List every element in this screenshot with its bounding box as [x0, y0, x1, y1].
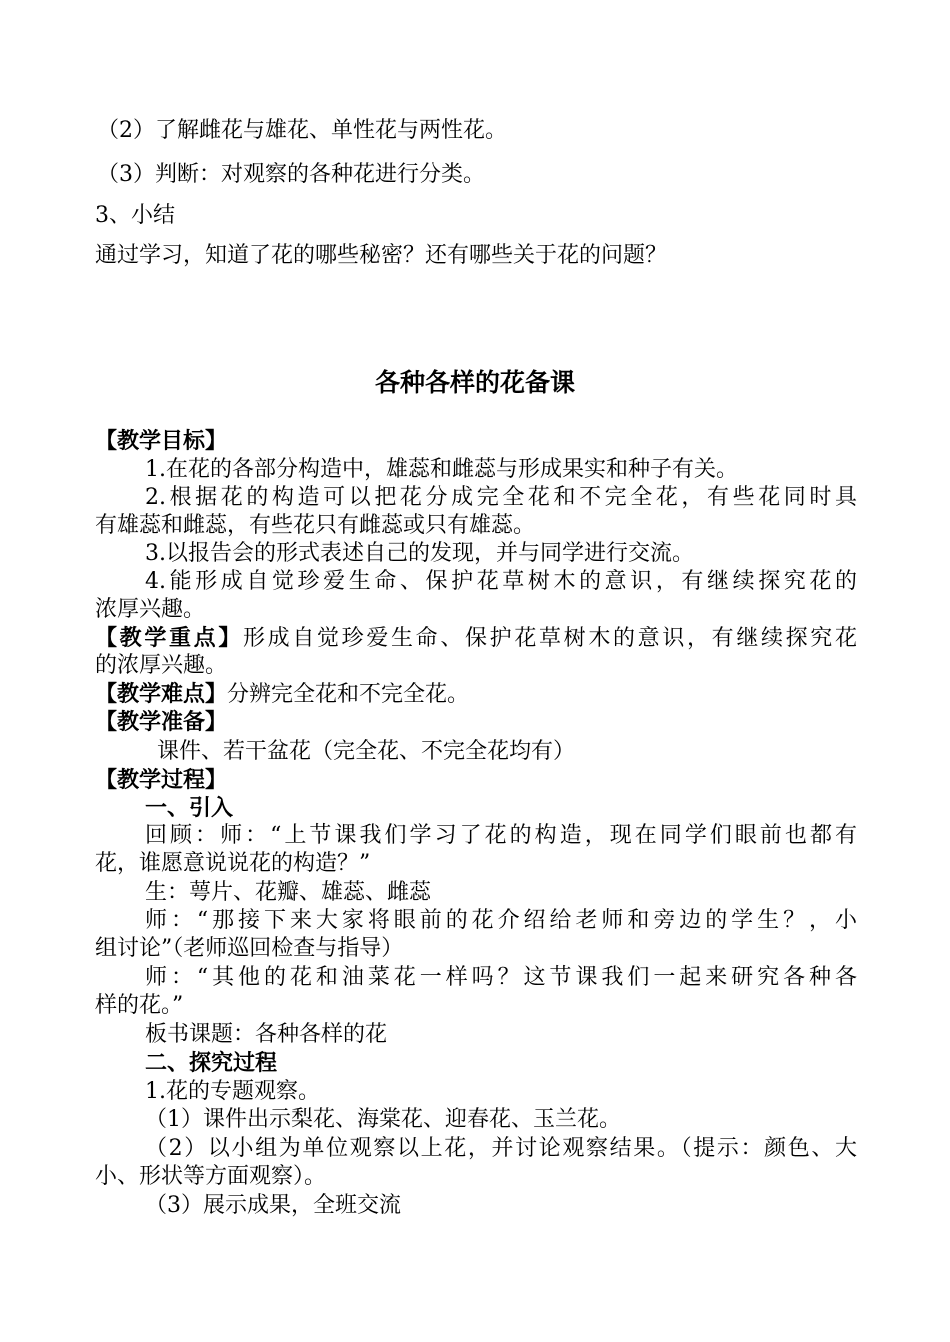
process-paragraph: 小、形状等方面观察）。 [95, 1164, 327, 1189]
process-paragraph: 生：萼片、花瓣、雄蕊、雌蕊 [145, 880, 432, 905]
objective-1: 1.在花的各部分构造中，雄蕊和雌蕊与形成果实和种子有关。 [145, 457, 738, 482]
objective-4-line-1: 4.能形成自觉珍爱生命、保护花草树木的意识，有继续探究花的 [145, 569, 857, 594]
subsection-inquiry: 二、探究过程 [145, 1050, 278, 1076]
process-paragraph: 样的花。” [95, 993, 184, 1018]
text-line: （2）了解雌花与雄花、单性花与两性花。 [97, 118, 507, 143]
process-paragraph: （3）展示成果，全班交流 [145, 1193, 401, 1218]
process-paragraph: 1.花的专题观察。 [145, 1079, 320, 1104]
preparation-text: 课件、若干盆花（完全花、不完全花均有） [157, 739, 576, 764]
objective-2-line-1: 2.根据花的构造可以把花分成完全花和不完全花，有些花同时具 [145, 485, 857, 510]
objective-4-line-2: 浓厚兴趣。 [95, 597, 206, 622]
focus-line-2: 的浓厚兴趣。 [95, 653, 228, 678]
process-paragraph: 板书课题：各种各样的花 [145, 1022, 388, 1047]
subsection-intro: 一、引入 [145, 795, 234, 821]
objective-3: 3.以报告会的形式表述自己的发现，并与同学进行交流。 [145, 541, 694, 566]
process-paragraph: 回顾：师：“上节课我们学习了花的构造，现在同学们眼前也都有 [145, 823, 857, 848]
difficulty-line [95, 680, 469, 709]
focus-text: 形成自觉珍爱生命、保护花草树木的意识，有继续探究花 [243, 626, 857, 651]
process-paragraph: 花，谁愿意说说花的构造？” [95, 851, 371, 876]
text-line: 通过学习，知道了花的哪些秘密？还有哪些关于花的问题？ [95, 243, 668, 268]
process-paragraph: 组讨论”（老师巡回检查与指导） [95, 936, 404, 961]
section-heading-focus: 【教学重点】 [95, 625, 243, 651]
text-line: 3、小结 [95, 203, 175, 228]
process-paragraph: 师：“其他的花和油菜花一样吗？这节课我们一起来研究各种各 [145, 965, 857, 990]
page-title: 各种各样的花备课 [374, 368, 575, 397]
difficulty-text: 分辨完全花和不完全花。 [227, 682, 470, 707]
process-paragraph: （2）以小组为单位观察以上花，并讨论观察结果。（提示：颜色、大 [145, 1136, 857, 1161]
focus-line-1 [95, 624, 857, 653]
process-paragraph: 师：“那接下来大家将眼前的花介绍给老师和旁边的学生？，小 [145, 908, 857, 933]
section-heading-difficulty: 【教学难点】 [95, 681, 228, 707]
process-paragraph: （1）课件出示梨花、海棠花、迎春花、玉兰花。 [145, 1107, 621, 1132]
section-heading-process: 【教学过程】 [95, 767, 228, 793]
section-heading-preparation: 【教学准备】 [95, 709, 228, 735]
text-line: （3）判断：对观察的各种花进行分类。 [97, 162, 485, 187]
objective-2-line-2: 有雄蕊和雌蕊，有些花只有雌蕊或只有雄蕊。 [95, 513, 536, 538]
section-heading-objectives: 【教学目标】 [95, 428, 228, 454]
